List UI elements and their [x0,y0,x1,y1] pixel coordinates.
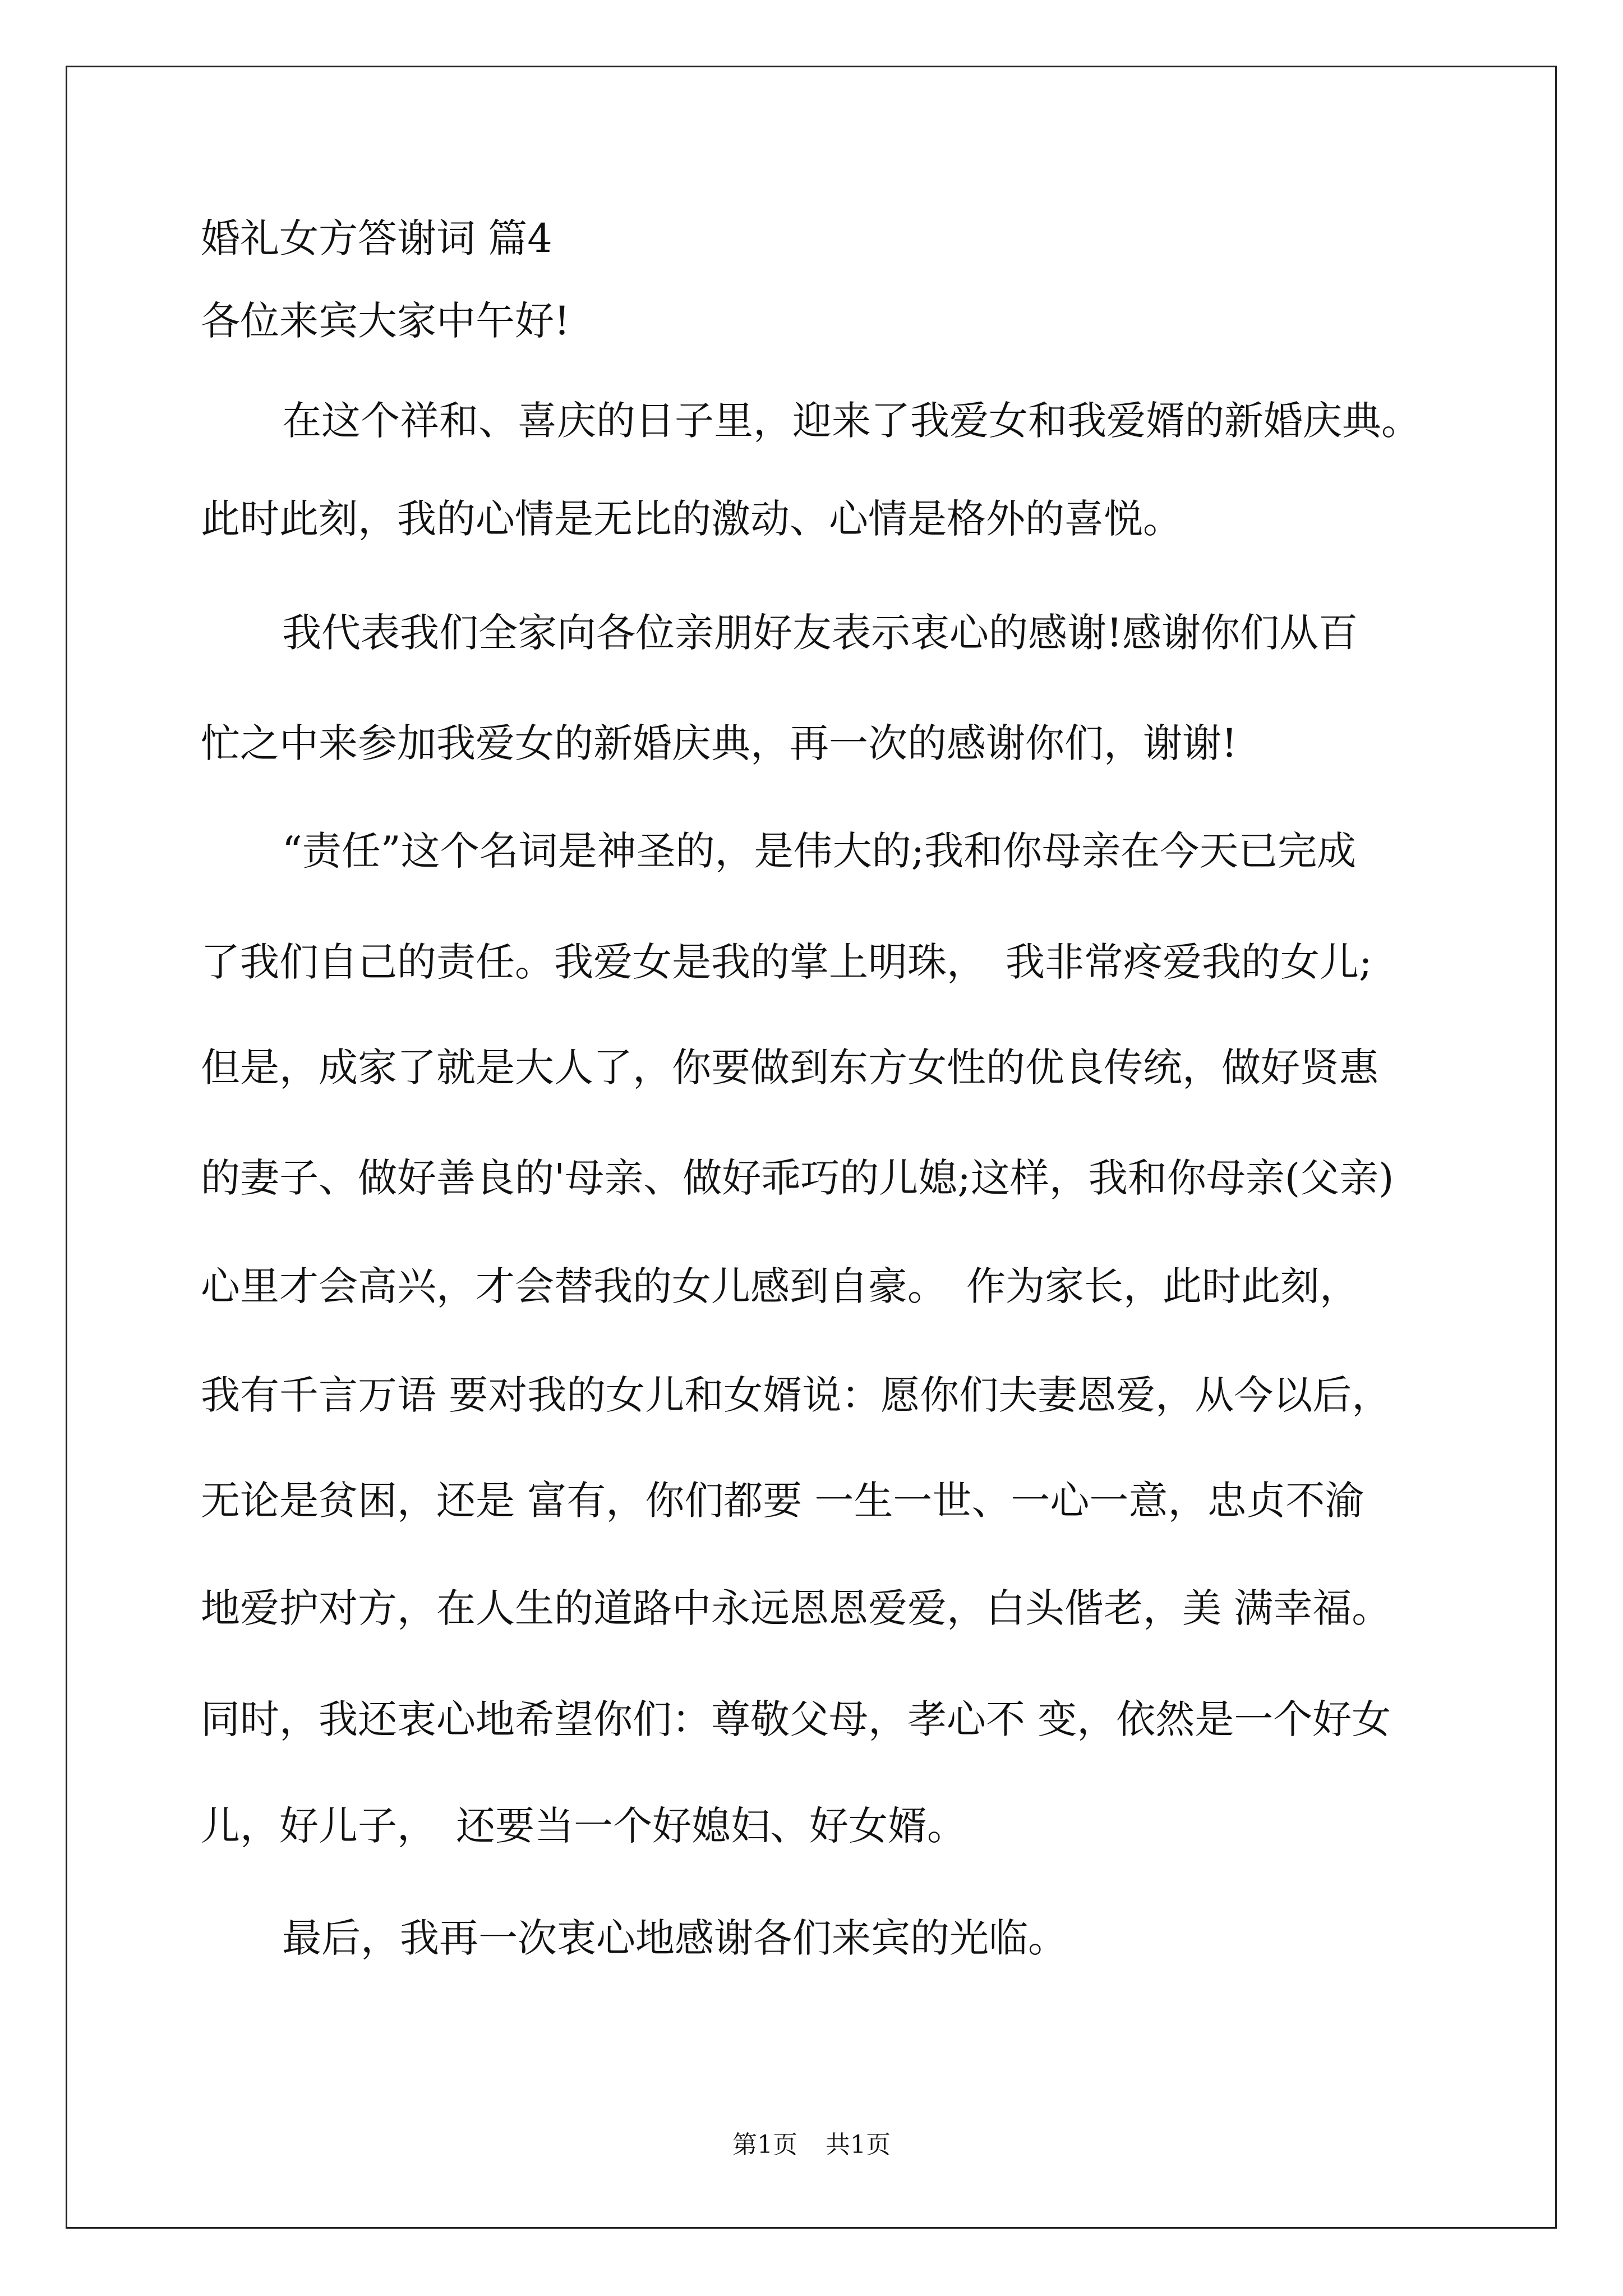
paragraph-line: 心里才会高兴，才会替我的女儿感到自豪。 作为家长，此时此刻， [201,1263,1359,1309]
greeting-line: 各位来宾大家中午好! [201,298,570,344]
paragraph-line: 的妻子、做好善良的'母亲、做好乖巧的儿媳;这样，我和你母亲(父亲) [201,1155,1394,1201]
page-border [66,66,1557,2229]
paragraph-line: 无论是贫困，还是 富有，你们都要 一生一世、一心一意，忠贞不渝 [201,1478,1364,1524]
paragraph-line: 在这个祥和、喜庆的日子里，迎来了我爱女和我爱婿的新婚庆典。 [282,398,1421,444]
paragraph-line: 最后，我再一次衷心地感谢各们来宾的光临。 [282,1915,1067,1961]
page-total: 共1页 [826,2131,891,2159]
page-number: 第1页 [732,2131,797,2159]
paragraph-line: 我代表我们全家向各位亲朋好友表示衷心的感谢!感谢你们从百 [282,610,1358,656]
paragraph-line: 我有千言万语 要对我的女儿和女婿说：愿你们夫妻恩爱，从今以后， [201,1372,1391,1418]
paragraph-line: 儿，好儿子， 还要当一个好媳妇、好女婿。 [201,1803,966,1849]
paragraph-line: 忙之中来参加我爱女的新婚庆典，再一次的感谢你们，谢谢! [201,720,1238,766]
paragraph-line: 但是，成家了就是大人了，你要做到东方女性的优良传统，做好贤惠 [201,1045,1378,1091]
paragraph-line: 地爱护对方，在人生的道路中永远恩恩爱爱，白头偕老，美 满幸福。 [201,1585,1391,1631]
document-title: 婚礼女方答谢词 篇4 [201,215,552,261]
paragraph-line: 同时，我还衷心地希望你们：尊敬父母，孝心不 变，依然是一个好女 [201,1696,1391,1742]
paragraph-line: “责任”这个名词是神圣的，是伟大的;我和你母亲在今天已完成 [282,828,1357,874]
page-footer [0,2128,1623,2162]
paragraph-line: 了我们自己的责任。我爱女是我的掌上明珠， 我非常疼爱我的女儿; [201,939,1372,985]
paragraph-line: 此时此刻，我的心情是无比的激动、心情是格外的喜悦。 [201,496,1182,542]
